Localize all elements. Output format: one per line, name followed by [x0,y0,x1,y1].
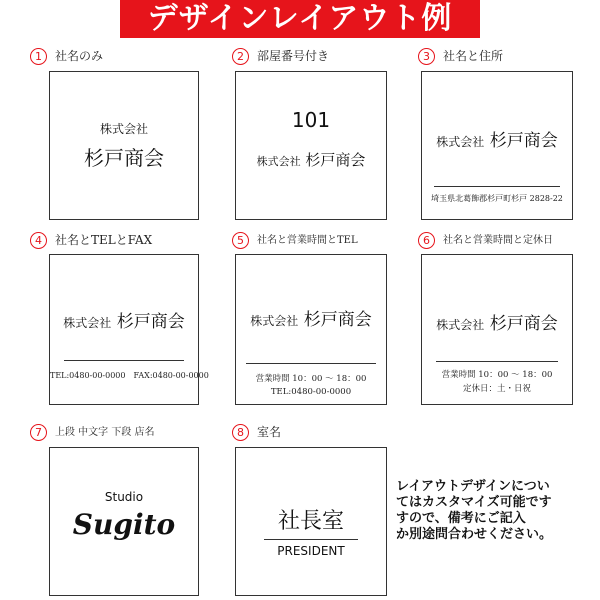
holiday-text: 定休日：土・日祝 [462,384,531,394]
room-sub: PRESIDENT [277,544,345,558]
caption-2: 2 部屋番号付き [232,48,329,65]
caption-1: 1 社名のみ [30,48,103,65]
tel-fax-text: TEL:0480-00-0000 FAX:0480-00-0000 [50,371,209,380]
layout-sample-2 [235,71,387,220]
tel-text: TEL:0480-00-0000 [270,387,352,397]
layout-sample-7 [49,447,199,596]
company-shop-line: 株式会社 杉戸商会 [63,312,185,332]
layout-sample-8 [235,447,387,596]
hours-text: 営業時間 10：00 ～ 18：00 [255,374,367,384]
customization-note: レイアウトデザインについ てはカスタマイズ可能です すので、備考にご記入 か別途問合わせください。 [396,479,553,542]
divider [264,539,358,540]
room-number: 101 [291,108,331,132]
divider [436,361,558,362]
divider [64,360,184,361]
address-text: 埼玉県北葛飾郡杉戸町杉戸 2828-22 [431,194,563,203]
studio-name: Sugito [72,508,176,541]
caption-4: 4 社名とTELとFAX [30,232,152,249]
studio-top-text: Studio [104,490,144,504]
layout-sample-5 [235,254,387,405]
divider [246,363,376,364]
company-text: 株式会社 [99,122,148,136]
shop-name: 杉戸商会 [84,146,164,170]
company-shop-line: 株式会社 杉戸商会 [256,151,366,169]
caption-5: 5 社名と営業時間とTEL [232,232,358,249]
caption-3: 3 社名と住所 [418,48,503,65]
company-shop-line: 株式会社 杉戸商会 [250,310,372,330]
room-name: 社長室 [277,509,344,534]
layout-sample-6 [421,254,573,405]
caption-6: 6 社名と営業時間と定休日 [418,232,553,249]
company-shop-line: 株式会社 杉戸商会 [436,131,558,151]
divider [434,186,560,187]
hours-text: 営業時間 10：00 ～ 18：00 [441,370,553,380]
page-banner: デザインレイアウト例 [120,0,480,38]
company-shop-line: 株式会社 杉戸商会 [436,314,558,334]
caption-8: 8 室名 [232,424,281,441]
layout-sample-4 [49,254,209,405]
layout-sample-1 [49,71,199,220]
layout-sample-3 [421,71,573,220]
caption-7: 7 上段 中文字 下段 店名 [30,424,155,441]
